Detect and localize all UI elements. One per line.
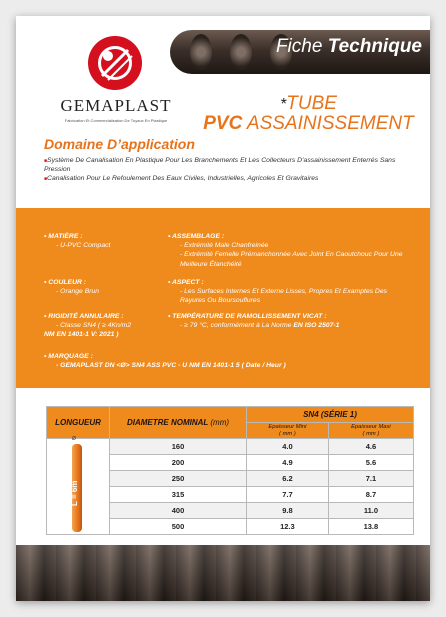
spec-rigidite: • RIGIDITÉ ANNULAIRE : - Classe SN4 ( ≥ 4Kn/m2 NM EN 1401-1 V: 2021 ): [44, 312, 166, 340]
title-light: Fiche: [275, 36, 323, 57]
diameter-symbol: Ø: [72, 436, 76, 442]
list-item: ■ Système De Canalisation En Plastique Pour Les Branchements Et Les Collecteurs D’assainissement Enterrés Sans Pression: [44, 156, 414, 174]
spec-aspect: • ASPECT : - Les Surfaces Internes Et Externe Lisses, Propres Et Examptes Des Rayures Ou Boursouflures: [168, 278, 408, 306]
col-header-diametre: DIAMETRE NOMINAL (mm): [110, 407, 247, 439]
table-row: 315 7.7 8.7: [47, 487, 414, 503]
list-item: ■ Canalisation Pour Le Refoulement Des Eaux Civiles, Industrielles, Agricoles Et Gravitaires: [44, 174, 414, 183]
spec-assemblage: • ASSEMBLAGE : - Extrémité Male Chanfreinée - Extrémité Femelle Prémanchonnée Avec Joint En Caoutchouc Pour Une Meilleure Étanchéité: [168, 232, 408, 269]
pipe-end: [190, 34, 212, 70]
logo-emblem-icon: [88, 36, 142, 90]
logo-name: GEMAPLAST: [60, 96, 172, 115]
table-row: 160 4.0 4.6: [47, 439, 414, 455]
datasheet-page: [16, 16, 430, 601]
title-bold: Technique: [327, 36, 422, 57]
col-header-longueur: LONGUEUR: [47, 407, 110, 439]
logo-tagline: Fabrication Et Commercialisation De Tuyaux En Plastique: [64, 118, 168, 123]
product-line2-rest: ASSAINISSEMENT: [246, 112, 414, 134]
spec-couleur: • COULEUR : - Orange Brun: [44, 278, 164, 296]
section-title-domaine: Domaine D’application: [44, 136, 195, 152]
col-header-ep-max: Epaisseur Maxi ( mm ): [328, 423, 413, 439]
col-header-ep-min: Epaisseur Mini ( mm ): [247, 423, 329, 439]
pipe-end: [230, 34, 252, 70]
page-title: [276, 36, 422, 58]
table-row: 200 4.9 5.6: [47, 455, 414, 471]
pipe-length-label: L = 6m: [70, 480, 79, 506]
pipe-icon: [64, 436, 90, 532]
specs-panel: [16, 208, 430, 388]
dimensions-table: [46, 406, 414, 535]
company-logo: [56, 34, 176, 144]
spec-marquage: • MARQUAGE : - GEMAPLAST DN <Ø> SN4 ASS PVC - U NM EN 1401-1 5 ( Date / Heur ): [44, 352, 414, 370]
spec-temperature: • TEMPÉRATURE DE RAMOLLISSEMENT VICAT : - ≥ 79 °C, conformément à La Norme EN ISO 2507-1: [168, 312, 408, 330]
table-row: 500 12.3 13.8: [47, 519, 414, 535]
table-row: 250 6.2 7.1: [47, 471, 414, 487]
table-row: 400 9.8 11.0: [47, 503, 414, 519]
spec-matiere: • MATIÈRE : - U-PVC Compact: [44, 232, 164, 250]
product-title: *TUBE PVC ASSAINISSEMENT: [203, 93, 414, 134]
col-header-sn4: SN4 (SÉRIE 1): [247, 407, 414, 423]
footer-pipes-image: [16, 545, 430, 601]
domaine-list: [44, 156, 414, 184]
product-line1: TUBE: [286, 93, 337, 114]
product-line2-bold: PVC: [203, 112, 243, 134]
